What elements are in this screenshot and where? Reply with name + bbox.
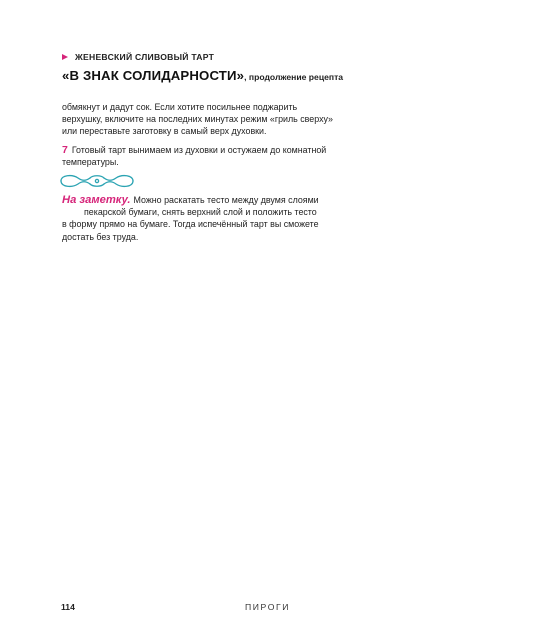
triangle-bullet-icon <box>62 54 68 60</box>
body-paragraph: обмякнут и дадут сок. Если хотите посильнее поджарить верхушку, включите на последних минутах режим «гриль сверху» или переставьте заготовку в самый верх духовки. <box>62 102 333 137</box>
kicker-row <box>62 50 482 64</box>
step-number: 7 <box>62 143 68 156</box>
note-label: На заметку. <box>62 194 131 206</box>
note-line-1 <box>62 194 338 206</box>
note-line-3: в форму прямо на бумаге. Тогда испечённый тарт вы сможете <box>62 219 319 230</box>
page-number: 114 <box>61 602 75 612</box>
recipe-body <box>62 101 338 168</box>
running-title: ПИРОГИ <box>245 602 291 612</box>
recipe-title-row <box>62 67 482 85</box>
recipe-step <box>62 144 338 168</box>
recipe-kicker: ЖЕНЕВСКИЙ СЛИВОВЫЙ ТАРТ <box>75 52 215 62</box>
ornament-divider-icon <box>58 172 136 190</box>
step-text: Готовый тарт вынимаем из духовки и остужаем до комнатной температуры. <box>62 144 327 167</box>
note-text-1: Можно раскатать тесто между двумя слоями <box>133 195 319 205</box>
note-line-2: пекарской бумаги, снять верхний слой и положить тесто <box>84 207 317 218</box>
recipe-title: «В ЗНАК СОЛИДАРНОСТИ» <box>62 68 245 83</box>
recipe-header <box>62 50 482 85</box>
recipe-title-suffix: , продолжение рецепта <box>244 72 344 82</box>
note-block <box>62 194 338 243</box>
note-line-4: достать без труда. <box>62 231 139 242</box>
